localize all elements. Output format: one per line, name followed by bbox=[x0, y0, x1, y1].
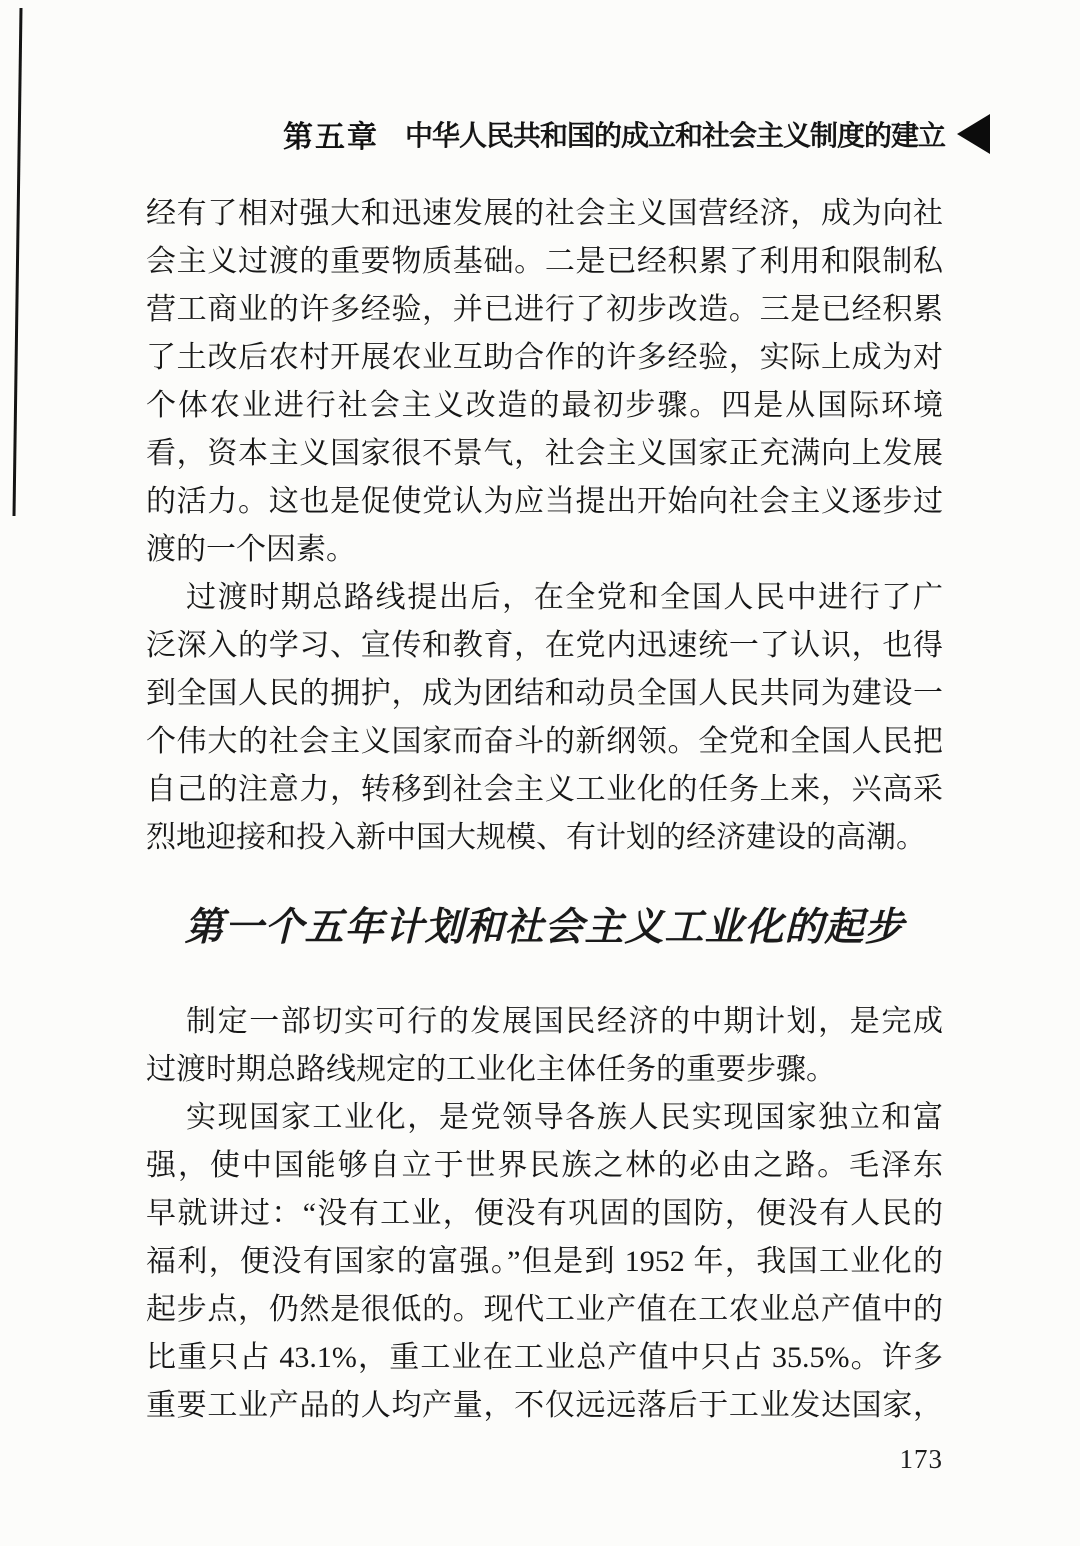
chapter-number-label: 第五章 bbox=[282, 121, 379, 154]
text-line: 个伟大的社会主义国家而奋斗的新纲领。全党和全国人民把 bbox=[146, 725, 943, 758]
text-line: 制定一部切实可行的发展国民经济的中期计划，是完成 bbox=[186, 1005, 943, 1038]
text-line: 了土改后农村开展农业互助合作的许多经验，实际上成为对 bbox=[146, 341, 943, 374]
text-line: 重要工业产品的人均产量，不仅远远落后于工业发达国家， bbox=[146, 1389, 943, 1422]
text-line: 早就讲过：“没有工业，便没有巩固的国防，便没有人民的 bbox=[146, 1197, 943, 1230]
text-line: 烈地迎接和投入新中国大规模、有计划的经济建设的高潮。 bbox=[146, 821, 926, 854]
text-line: 会主义过渡的重要物质基础。二是已经积累了利用和限制私 bbox=[146, 245, 943, 278]
page-header bbox=[283, 111, 990, 157]
text-line: 比重只占 43.1%，重工业在工业总产值中只占 35.5%。许多 bbox=[146, 1341, 943, 1374]
text-line: 福利，便没有国家的富强。”但是到 1952 年，我国工业化的 bbox=[146, 1245, 943, 1278]
page-number: 173 bbox=[899, 1444, 943, 1474]
section-heading: 第一个五年计划和社会主义工业化的起步 bbox=[184, 906, 905, 949]
text-line: 实现国家工业化，是党领导各族人民实现国家独立和富 bbox=[186, 1101, 943, 1134]
text-line: 的活力。这也是促使党认为应当提出开始向社会主义逐步过 bbox=[146, 485, 943, 518]
text-line: 起步点，仍然是很低的。现代工业产值在工农业总产值中的 bbox=[146, 1293, 943, 1326]
scan-edge-artifact bbox=[0, 0, 40, 530]
text-line: 过渡时期总路线提出后，在全党和全国人民中进行了广 bbox=[186, 581, 943, 614]
text-column-bottom bbox=[146, 998, 943, 1430]
text-line: 营工商业的许多经验，并已进行了初步改造。三是已经积累 bbox=[146, 293, 943, 326]
text-line: 看，资本主义国家很不景气，社会主义国家正充满向上发展 bbox=[146, 437, 943, 470]
text-column-top bbox=[146, 190, 943, 862]
text-line: 泛深入的学习、宣传和教育，在党内迅速统一了认识，也得 bbox=[146, 629, 943, 662]
chapter-title: 中华人民共和国的成立和社会主义制度的建立 bbox=[404, 120, 945, 151]
text-line: 个体农业进行社会主义改造的最初步骤。四是从国际环境 bbox=[146, 389, 943, 422]
left-triangle-icon bbox=[957, 114, 990, 154]
text-line: 渡的一个因素。 bbox=[146, 533, 356, 566]
text-line: 到全国人民的拥护，成为团结和动员全国人民共同为建设一 bbox=[146, 677, 943, 710]
text-line: 自己的注意力，转移到社会主义工业化的任务上来，兴高采 bbox=[146, 773, 943, 806]
text-line: 过渡时期总路线规定的工业化主体任务的重要步骤。 bbox=[146, 1053, 836, 1086]
text-line: 强，使中国能够自立于世界民族之林的必由之路。毛泽东 bbox=[146, 1149, 943, 1182]
text-line: 经有了相对强大和迅速发展的社会主义国营经济，成为向社 bbox=[146, 197, 943, 230]
